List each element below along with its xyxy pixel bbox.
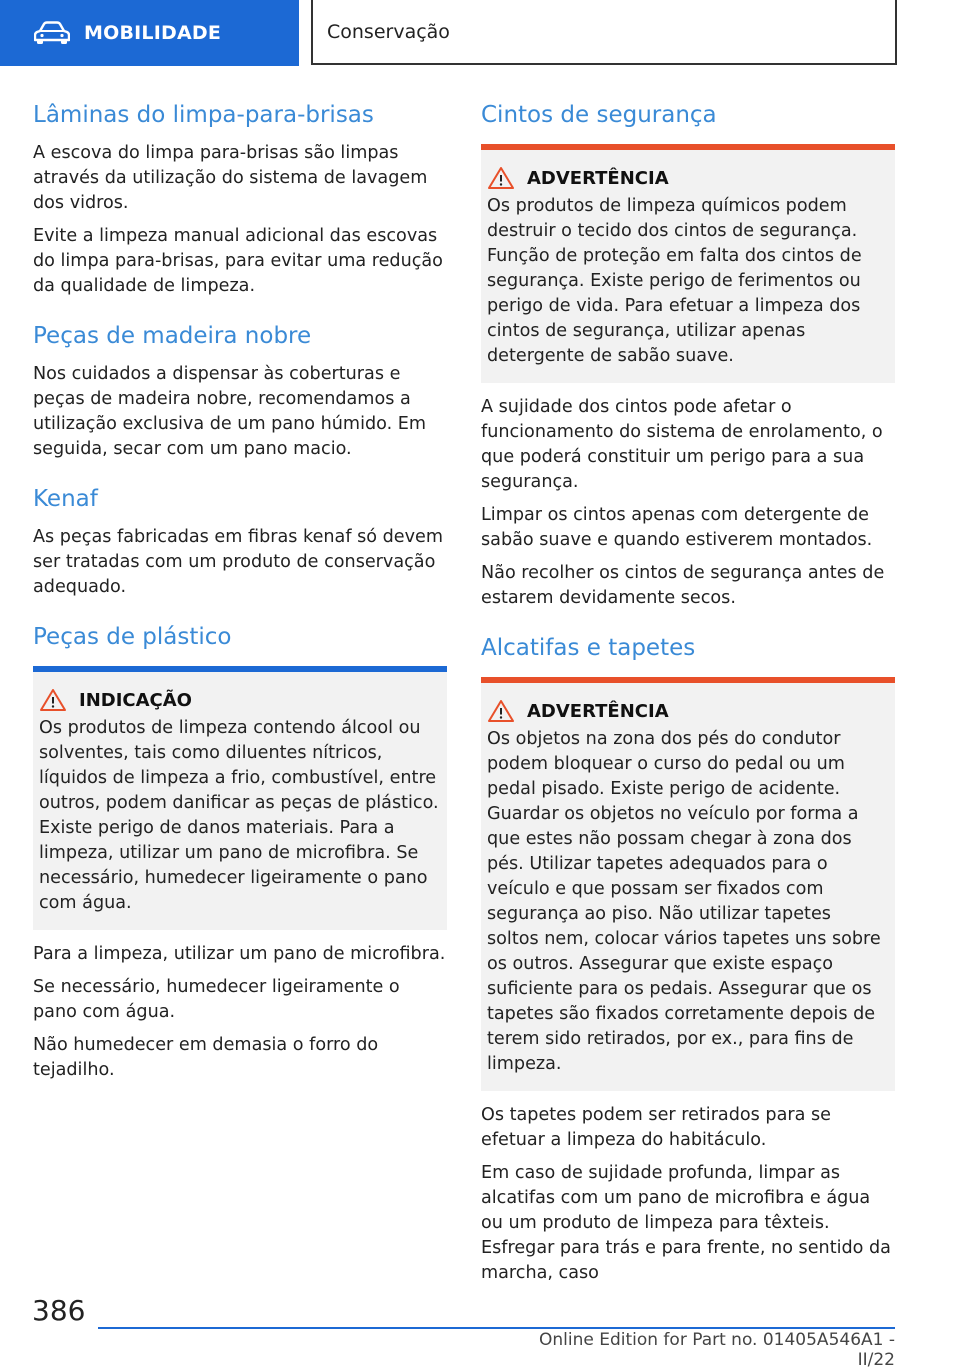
plastic-notice-box [33,666,447,930]
wood-paragraph-1: Nos cuidados a dispensar às coberturas e peças de madeira nobre, recomendamos a utilização exclusiva de um pano húmido. Em seguida, secar com um pano macio. [33,364,427,459]
warning-title: ADVERTÊNCIA [527,700,669,722]
footer-divider [98,1327,895,1329]
notice-title: INDICAÇÃO [79,689,192,711]
carpets-paragraph-1: Os tapetes podem ser retirados para se efetuar a limpeza do habitáculo. [481,1105,831,1150]
wipers-paragraph-2: Evite a limpeza manual adicional das escovas do limpa para-brisas, para evitar uma redução da qualidade de limpeza. [33,226,443,296]
section-title: MOBILIDADE [84,22,222,44]
warning-triangle-icon [487,699,515,723]
right-column [481,98,895,1294]
chapter-title: Conservação [327,20,450,43]
left-column [33,98,447,1091]
car-icon [34,21,70,45]
warning-text: Os objetos na zona dos pés do condutor podem bloquear o curso do pedal ou um pedal pisado. Existe perigo de acidente. Guardar os objetos no veículo por forma a que estes não possam chegar à zona dos pés. Utilizar tapetes adequados para o veículo e que possam ser fixados com segurança ao piso. Não utilizar tapetes soltos nem, colocar vários tapetes uns sobre os outros. Assegurar que existe espaço suficiente para os pedais. Assegurar que os tapetes são fixados corretamente depois de terem sido retirados, por ex., para fins de limpeza. [487,729,881,1074]
plastic-paragraph-2: Se necessário, humedecer ligeiramente o pano com água. [33,977,400,1022]
wood-heading: Peças de madeira nobre [33,323,312,349]
belts-paragraph-2: Limpar os cintos apenas com detergente de sabão suave e quando estiverem montados. [481,505,873,550]
carpets-paragraph-2: Em caso de sujidade profunda, limpar as alcatifas com um pano de microfibra e água ou um produto de limpeza para têxteis. Esfregar para trás e para frente, no sentido da marcha, caso [481,1163,891,1283]
warning-triangle-icon [39,688,67,712]
belts-paragraph-3: Não recolher os cintos de segurança antes de estarem devidamente secos. [481,563,885,608]
warning-text: Os produtos de limpeza químicos podem destruir o tecido dos cintos de segurança. Função de proteção em falta dos cintos de segurança. Existe perigo de ferimentos ou perigo de vida. Para efetuar a limpeza dos cintos de segurança, utilizar apenas detergente de sabão suave. [487,196,862,366]
plastic-paragraph-1: Para a limpeza, utilizar um pano de microfibra. [33,944,446,964]
page-number: 386 [32,1294,86,1327]
edition-note: Online Edition for Part no. 01405A546A1 - II/22 [538,1330,895,1370]
belts-heading: Cintos de segurança [481,102,717,128]
carpets-heading: Alcatifas e tapetes [481,635,696,661]
wipers-paragraph-1: A escova do limpa para-brisas são limpas através da utilização do sistema de lavagem dos vidros. [33,143,428,213]
wipers-heading: Lâminas do limpa-para-brisas [33,102,374,128]
warning-triangle-icon [487,166,515,190]
plastic-paragraph-3: Não humedecer em demasia o forro do tejadilho. [33,1035,379,1080]
kenaf-paragraph-1: As peças fabricadas em fibras kenaf só devem ser tratadas com um produto de conservação adequado. [33,527,443,597]
chapter-header [311,0,897,65]
warning-title: ADVERTÊNCIA [527,167,669,189]
belts-paragraph-1: A sujidade dos cintos pode afetar o funcionamento do sistema de enrolamento, o que poderá constituir um perigo para a sua segurança. [481,397,883,492]
carpets-warning-box [481,677,895,1091]
notice-text: Os produtos de limpeza contendo álcool ou solventes, tais como diluentes nítricos, líquidos de limpeza a frio, combustível, entre outros, podem danificar as peças de plástico. Existe perigo de danos materiais. Para a limpeza, utilizar um pano de microfibra. Se necessário, humedecer ligeiramente o pano com água. [39,718,439,913]
section-tab [0,0,299,66]
kenaf-heading: Kenaf [33,486,98,512]
belts-warning-box [481,144,895,383]
plastic-heading: Peças de plástico [33,624,232,650]
